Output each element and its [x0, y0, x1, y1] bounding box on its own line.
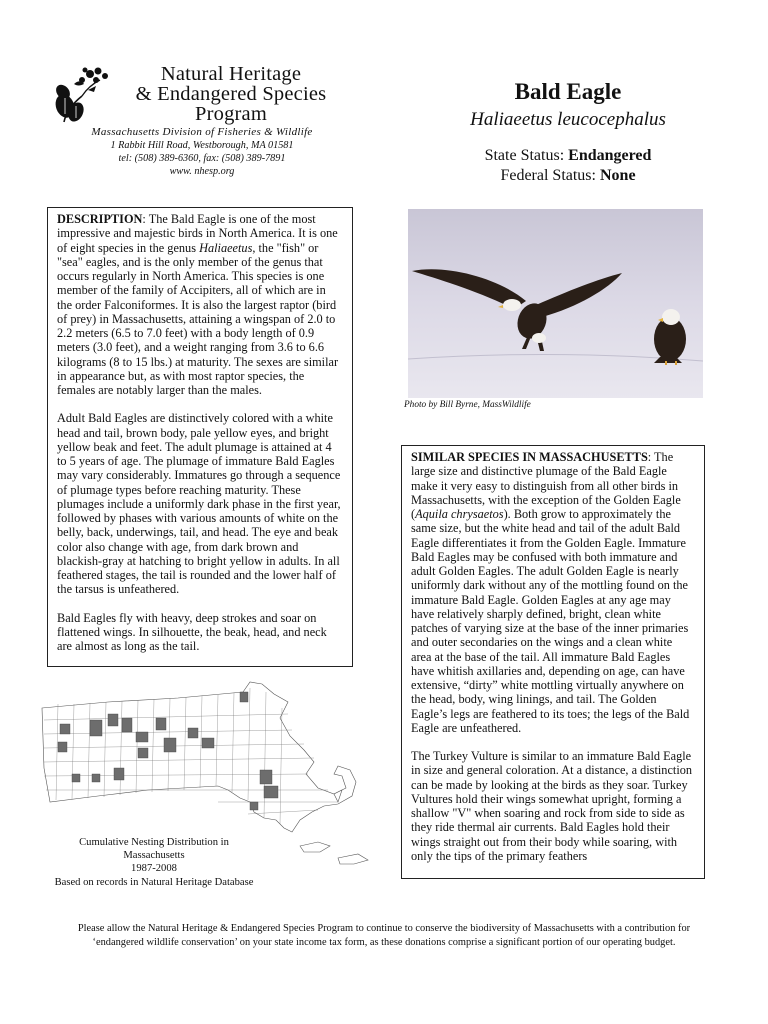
similar-species-box: [401, 445, 705, 879]
latin-name: Haliaeetus leucocephalus: [470, 109, 666, 130]
program-contact: [66, 126, 338, 178]
leaf-flower-icon: [52, 64, 114, 128]
division-name: Massachusetts Division of Fisheries & Wildlife: [91, 126, 313, 138]
map-caption: Cumulative Nesting Distribution in Massachusetts 1987-2008 Based on records in Natural Heritage Database: [54, 837, 254, 888]
description-box: [47, 207, 353, 667]
footer-line: Please allow the Natural Heritage & Endangered Species Program to continue to conserve the biodiversity of Massachusetts with a contribution for: [77, 923, 691, 934]
similar-paragraph: SIMILAR SPECIES IN MASSACHUSETTS: The large size and distinctive plumage of the Bald Eagle make it very easy to distinguish from all other birds in Massachusetts, with the exception of the Golden Eagle (Aquila chrysaetos). Both grow to approximately the same size, but the white head and tail of the adult Bald Eagle differentiates it from the Golden Eagle. Immature Bald Eagles may be confused with both immature and adult Golden Eagles. The adult Golden Eagle is nearly uniformly dark without any of the mottling found on the immature Bald Eagle. Golden Eagles at any age may have relatively sharply defined, bright, clean white patches of varying size at the base of the inner primaries and outer secondaries on the wings and a clean white area at the base of the tail. All immature Bald Eagles have whitish axillaries and, depending on age, can have extensive, “dirty” white mottling virtually anywhere on the head, body, wing linings, and tail. The Golden Eagle’s legs are feathered to its toes; the legs of the Bald Eagle are unfeathered.: [411, 450, 690, 735]
similar-paragraph: The Turkey Vulture is similar to an immature Bald Eagle in size and general coloration. At a distance, a distinction can be made by looking at the birds as they soar. Turkey Vultures hold their wings somewhat upright, forming a shallow "V" when soaring and rock from side to side as they ride thermal air currents. Bald Eagles hold their wings straight out from their body while soaring, with only the tips of the primary feathers: [411, 749, 693, 863]
description-paragraph: DESCRIPTION: The Bald Eagle is one of the most impressive and majestic birds in North America. It is one of eight species in the genus Haliaeetus, the "fish" or "sea" eagles, and is the only member of the genus that occurs regularly in North America. This species is one member of the family of Accipiters, all of which are in the order Falconiformes. It is also the largest raptor (bird of prey) in Massachusetts, attaining a wingspan of 2.0 to 2.2 meters (6.5 to 7.0 feet) with a body length of 0.9 meters (3.0 feet), and a weight ranging from 3.6 to 6.6 kilograms (8 to 15 lbs.) at maturity. The sexes are similar in appearance but, as with most raptor species, the females are notably larger than the males.: [57, 212, 339, 397]
description-paragraph: Bald Eagles fly with heavy, deep strokes and soar on flattened wings. In silhouette, the beak, head, and neck are almost as long as the tail.: [57, 610, 327, 653]
species-heading: [440, 78, 696, 186]
description-paragraph: Adult Bald Eagles are distinctively colored with a white head and tail, brown body, pale yellow eyes, and bright yellow beak and feet. The adult plumage is attained at 4 to 5 years of age. The plumage of immature Bald Eagles may vary considerably. Immatures go through a sequence of plumage types before reaching maturity. These plumages include a uniformly dark phase in the first year, followed by phases with various amounts of white on the belly, back, underwings, tail, and head. The eye and beak color also change with age, from dark brown and blackish-gray at hatching to bright yellow in adults. In all feathered stages, the tail is rounded and the lower half of the tarsus is unfeathered.: [57, 411, 341, 597]
website: www. nhesp.org: [169, 166, 235, 177]
bald-eagle-photo: [408, 209, 703, 398]
address: 1 Rabbit Hill Road, Westborough, MA 01581: [110, 140, 294, 151]
footer-line: ‘endangered wildlife conservation’ on your state income tax form, as these donations comprise a significant portion of our operating budget.: [92, 937, 676, 948]
program-logo: [52, 64, 352, 184]
phone-fax: tel: (508) 389-6360, fax: (508) 389-7891: [118, 153, 286, 164]
donation-footer: [40, 922, 728, 950]
state-status: State Status: Endangered: [484, 147, 652, 164]
common-name: Bald Eagle: [514, 79, 622, 104]
federal-status: Federal Status: None: [500, 167, 636, 184]
photo-caption: Photo by Bill Byrne, MassWildlife: [404, 400, 531, 410]
program-title: Natural Heritage & Endangered Species Program: [135, 63, 327, 125]
